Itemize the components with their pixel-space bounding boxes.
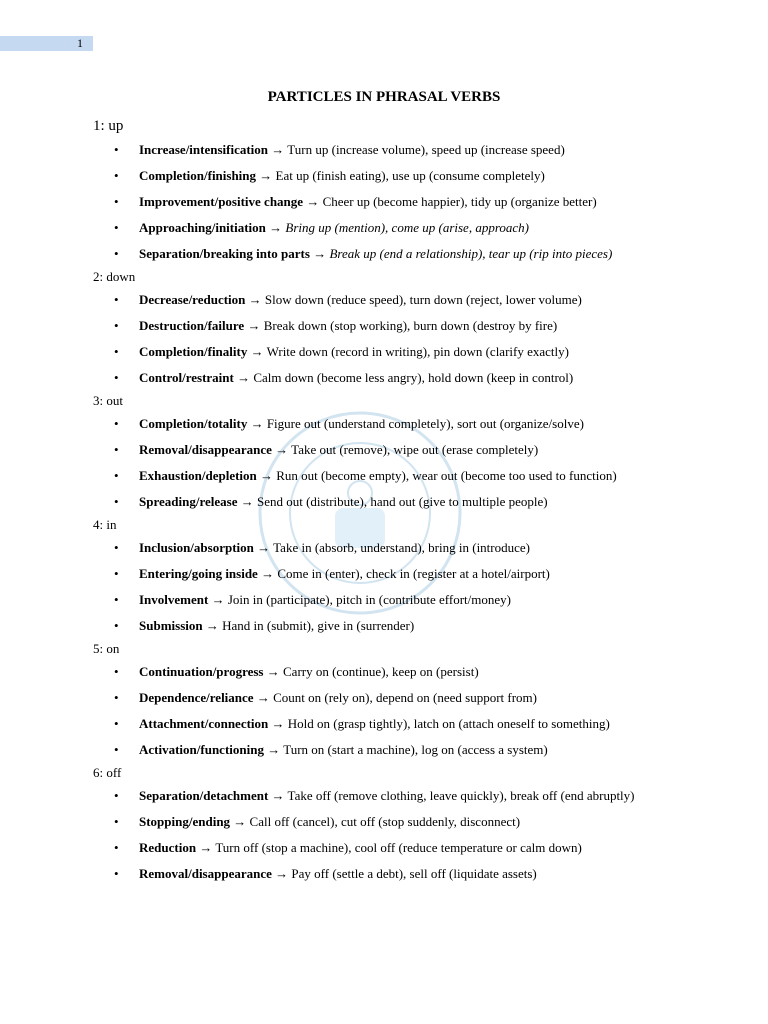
category-label: Increase/intensification	[139, 142, 269, 157]
arrow-icon: →	[211, 592, 225, 607]
arrow-icon: →	[233, 814, 247, 829]
bullet-icon: •	[114, 142, 119, 157]
list-item	[93, 535, 713, 561]
bullet-icon: •	[114, 788, 119, 803]
arrow-icon: →	[271, 716, 285, 731]
category-label: Continuation/progress	[139, 664, 264, 679]
list-item	[93, 489, 713, 515]
category-label: Submission	[139, 618, 203, 633]
arrow-icon: →	[240, 494, 254, 509]
bullet-icon: •	[114, 664, 119, 679]
category-label: Completion/finality	[139, 344, 248, 359]
item-list	[93, 535, 713, 639]
bullet-icon: •	[114, 814, 119, 829]
examples-text: Take out (remove), wipe out (erase completely)	[291, 442, 539, 457]
section-heading: 1: up	[93, 118, 124, 134]
list-item	[93, 241, 713, 267]
bullet-icon: •	[114, 866, 119, 881]
category-label: Completion/totality	[139, 416, 248, 431]
list-item	[93, 189, 713, 215]
category-label: Involvement	[139, 592, 209, 607]
examples-text: Take off (remove clothing, leave quickly), break off (end abruptly)	[287, 788, 635, 803]
item-list	[93, 411, 713, 515]
arrow-icon: →	[199, 840, 213, 855]
bullet-icon: •	[114, 168, 119, 183]
arrow-icon: →	[257, 540, 271, 555]
category-label: Stopping/ending	[139, 814, 231, 829]
arrow-icon: →	[275, 866, 289, 881]
examples-text: Break down (stop working), burn down (destroy by fire)	[263, 318, 558, 333]
item-list	[93, 659, 713, 763]
bullet-icon: •	[114, 194, 119, 209]
list-item	[93, 463, 713, 489]
phrasal-verbs-content	[93, 115, 713, 887]
bullet-icon: •	[114, 416, 119, 431]
list-item	[93, 137, 713, 163]
page-number: 1	[0, 36, 93, 51]
section-heading: 3: out	[93, 393, 123, 408]
list-item	[93, 313, 713, 339]
examples-text: Turn up (increase volume), speed up (increase speed)	[287, 142, 565, 157]
category-label: Removal/disappearance	[139, 866, 272, 881]
item-list	[93, 287, 713, 391]
category-label: Entering/going inside	[139, 566, 258, 581]
arrow-icon: →	[250, 416, 264, 431]
bullet-icon: •	[114, 690, 119, 705]
examples-text: Hand in (submit), give in (surrender)	[222, 618, 415, 633]
bullet-icon: •	[114, 344, 119, 359]
list-item	[93, 861, 713, 887]
arrow-icon: →	[271, 788, 285, 803]
category-label: Improvement/positive change	[139, 194, 304, 209]
examples-text: Call off (cancel), cut off (stop suddenly, disconnect)	[249, 814, 521, 829]
category-label: Spreading/release	[139, 494, 238, 509]
category-label: Completion/finishing	[139, 168, 257, 183]
arrow-icon: →	[269, 220, 283, 235]
examples-text: Join in (participate), pitch in (contribute effort/money)	[227, 592, 511, 607]
category-label: Activation/functioning	[139, 742, 264, 757]
arrow-icon: →	[266, 664, 280, 679]
section-heading: 2: down	[93, 269, 136, 284]
examples-text: Run out (become empty), wear out (become too used to function)	[276, 468, 617, 483]
bullet-icon: •	[114, 318, 119, 333]
list-item	[93, 685, 713, 711]
examples-text: Come in (enter), check in (register at a hotel/airport)	[277, 566, 550, 581]
bullet-icon: •	[114, 716, 119, 731]
list-item	[93, 163, 713, 189]
bullet-icon: •	[114, 540, 119, 555]
bullet-icon: •	[114, 592, 119, 607]
examples-text: Bring up (mention), come up (arise, approach)	[285, 220, 529, 235]
arrow-icon: →	[271, 142, 285, 157]
examples-text: Take in (absorb, understand), bring in (introduce)	[273, 540, 530, 555]
section-heading: 5: on	[93, 641, 120, 656]
examples-text: Calm down (become less angry), hold down (keep in control)	[253, 370, 574, 385]
category-label: Approaching/initiation	[139, 220, 266, 235]
arrow-icon: →	[250, 344, 264, 359]
section-2	[93, 267, 713, 391]
list-item	[93, 783, 713, 809]
item-list	[93, 137, 713, 267]
bullet-icon: •	[114, 618, 119, 633]
arrow-icon: →	[205, 618, 219, 633]
category-label: Dependence/reliance	[139, 690, 254, 705]
examples-text: Pay off (settle a debt), sell off (liquidate assets)	[291, 866, 537, 881]
bullet-icon: •	[114, 246, 119, 261]
bullet-icon: •	[114, 742, 119, 757]
category-label: Removal/disappearance	[139, 442, 272, 457]
list-item	[93, 437, 713, 463]
list-item	[93, 215, 713, 241]
item-list	[93, 783, 713, 887]
examples-text: Break up (end a relationship), tear up (rip into pieces)	[329, 246, 613, 261]
list-item	[93, 587, 713, 613]
list-item	[93, 411, 713, 437]
section-3	[93, 391, 713, 515]
category-label: Exhaustion/depletion	[139, 468, 257, 483]
category-label: Separation/breaking into parts	[139, 246, 310, 261]
list-item	[93, 365, 713, 391]
section-heading: 4: in	[93, 517, 117, 532]
bullet-icon: •	[114, 468, 119, 483]
list-item	[93, 809, 713, 835]
examples-text: Send out (distribute), hand out (give to multiple people)	[256, 494, 548, 509]
list-item	[93, 561, 713, 587]
arrow-icon: →	[306, 194, 320, 209]
examples-text: Turn off (stop a machine), cool off (reduce temperature or calm down)	[215, 840, 582, 855]
bullet-icon: •	[114, 370, 119, 385]
arrow-icon: →	[259, 168, 273, 183]
section-1	[93, 115, 713, 267]
arrow-icon: →	[256, 690, 270, 705]
examples-text: Write down (record in writing), pin down (clarify exactly)	[266, 344, 569, 359]
category-label: Inclusion/absorption	[139, 540, 254, 555]
list-item	[93, 835, 713, 861]
examples-text: Cheer up (become happier), tidy up (organize better)	[322, 194, 597, 209]
list-item	[93, 339, 713, 365]
arrow-icon: →	[248, 292, 262, 307]
arrow-icon: →	[275, 442, 289, 457]
section-6	[93, 763, 713, 887]
page-title: PARTICLES IN PHRASAL VERBS	[267, 89, 501, 105]
section-5	[93, 639, 713, 763]
list-item	[93, 737, 713, 763]
arrow-icon: →	[267, 742, 281, 757]
category-label: Separation/detachment	[139, 788, 269, 803]
bullet-icon: •	[114, 442, 119, 457]
section-heading: 6: off	[93, 765, 122, 780]
bullet-icon: •	[114, 840, 119, 855]
list-item	[93, 659, 713, 685]
arrow-icon: →	[237, 370, 251, 385]
examples-text: Count on (rely on), depend on (need support from)	[273, 690, 537, 705]
list-item	[93, 711, 713, 737]
category-label: Destruction/failure	[139, 318, 245, 333]
list-item	[93, 287, 713, 313]
examples-text: Figure out (understand completely), sort out (organize/solve)	[266, 416, 584, 431]
bullet-icon: •	[114, 566, 119, 581]
section-4	[93, 515, 713, 639]
bullet-icon: •	[114, 292, 119, 307]
examples-text: Hold on (grasp tightly), latch on (attach oneself to something)	[287, 716, 610, 731]
examples-text: Carry on (continue), keep on (persist)	[283, 664, 479, 679]
arrow-icon: →	[260, 468, 274, 483]
category-label: Decrease/reduction	[139, 292, 246, 307]
arrow-icon: →	[261, 566, 275, 581]
category-label: Attachment/connection	[139, 716, 269, 731]
bullet-icon: •	[114, 494, 119, 509]
arrow-icon: →	[247, 318, 261, 333]
arrow-icon: →	[313, 246, 327, 261]
examples-text: Slow down (reduce speed), turn down (reject, lower volume)	[264, 292, 582, 307]
list-item	[93, 613, 713, 639]
category-label: Reduction	[139, 840, 197, 855]
bullet-icon: •	[114, 220, 119, 235]
examples-text: Turn on (start a machine), log on (access a system)	[283, 742, 548, 757]
category-label: Control/restraint	[139, 370, 234, 385]
examples-text: Eat up (finish eating), use up (consume completely)	[275, 168, 545, 183]
